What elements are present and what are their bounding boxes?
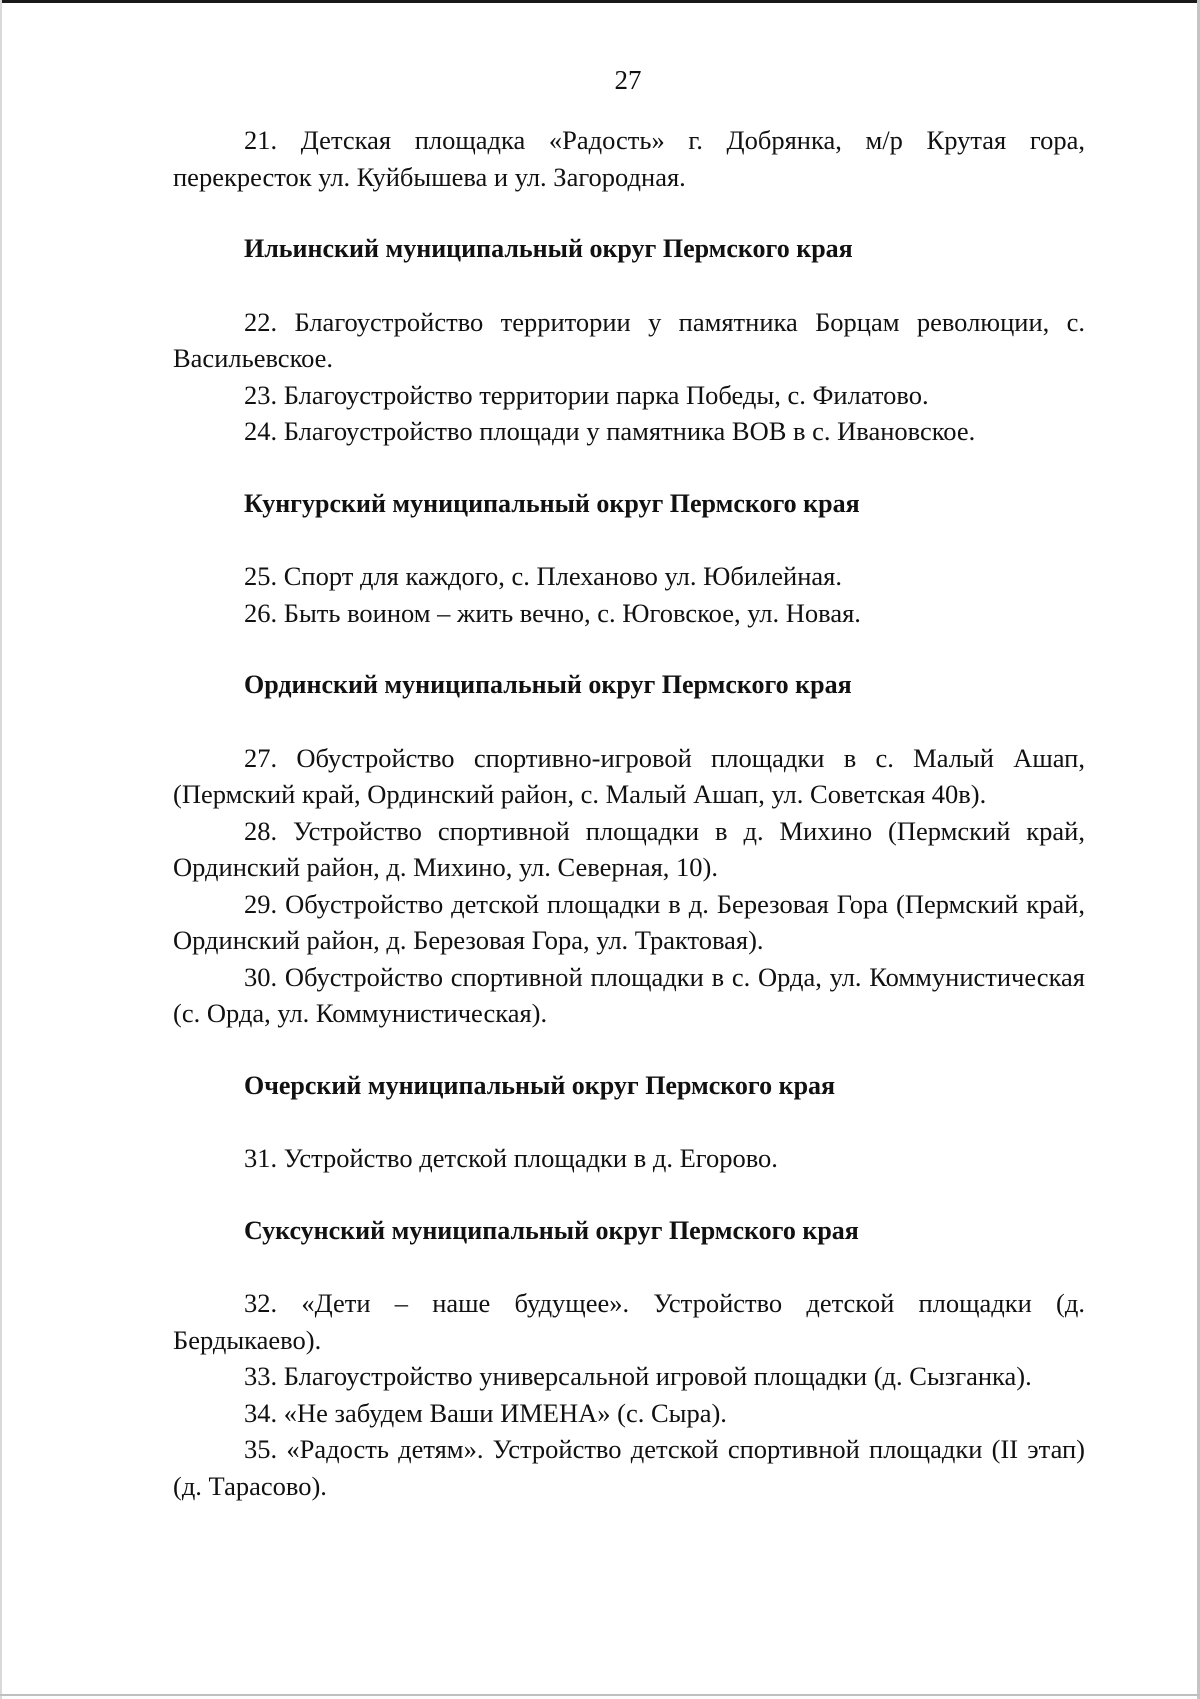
section-heading: Ординский муниципальный округ Пермского края [244,670,852,699]
list-item: 29. Обустройство детской площадки в д. Березовая Гора (Пермский край, Ординский район, д. Березовая Гора, ул. Трактовая). [173,888,1085,955]
list-item: 21. Детская площадка «Радость» г. Добрянка, м/р Крутая гора, перекресток ул. Куйбышева и ул. Загородная. [173,125,1085,192]
list-item: 30. Обустройство спортивной площадки в с. Орда, ул. Коммунистическая (с. Орда, ул. Коммунистическая). [173,961,1085,1028]
list-item: 24. Благоустройство площади у памятника ВОВ в с. Ивановское. [244,416,976,446]
list-item: 35. «Радость детям». Устройство детской спортивной площадки (II этап) (д. Тарасово). [173,1434,1085,1501]
document-body [173,122,1085,1504]
section-ochersky [173,1068,1085,1177]
section-heading: Ильинский муниципальный округ Пермского края [244,234,853,263]
list-item: 34. «Не забудем Ваши ИМЕНА» (с. Сыра). [244,1397,727,1428]
list-item: 33. Благоустройство универсальной игровой площадки (д. Сызганка). [244,1361,1032,1391]
list-item: 22. Благоустройство территории у памятника Борцам революции, с. Васильевское. [173,306,1085,373]
section-heading: Суксунский муниципальный округ Пермского края [244,1215,859,1245]
list-item: 23. Благоустройство территории парка Победы, с. Филатово. [244,379,929,410]
list-item: 31. Устройство детской площадки в д. Егорово. [244,1143,778,1173]
list-item: 28. Устройство спортивной площадки в д. Михино (Пермский край, Ординский район, д. Михино, ул. Северная, 10). [173,815,1085,882]
section-suksunsky [173,1213,1085,1505]
scan-edge-left [0,0,2,1699]
page-number: 27 [614,65,642,95]
list-item: 25. Спорт для каждого, с. Плеханово ул. Юбилейная. [244,561,842,591]
scan-edge-top [0,0,1200,3]
list-item: 32. «Дети – наше будущее». Устройство детской площадки (д. Бердыкаево). [173,1288,1085,1355]
list-item: 27. Обустройство спортивно-игровой площадки в с. Малый Ашап, (Пермский край, Ординский район, с. Малый Ашап, ул. Советская 40в). [173,742,1085,809]
section-ilinsky [173,231,1085,450]
scan-edge-bottom [0,1694,1200,1696]
section-heading: Очерский муниципальный округ Пермского края [244,1070,836,1100]
section-heading: Кунгурский муниципальный округ Пермского края [244,488,860,518]
section-ordinsky [173,667,1085,1032]
list-item: 26. Быть воином – жить вечно, с. Юговское, ул. Новая. [244,597,861,628]
section-kungursky [173,486,1085,632]
